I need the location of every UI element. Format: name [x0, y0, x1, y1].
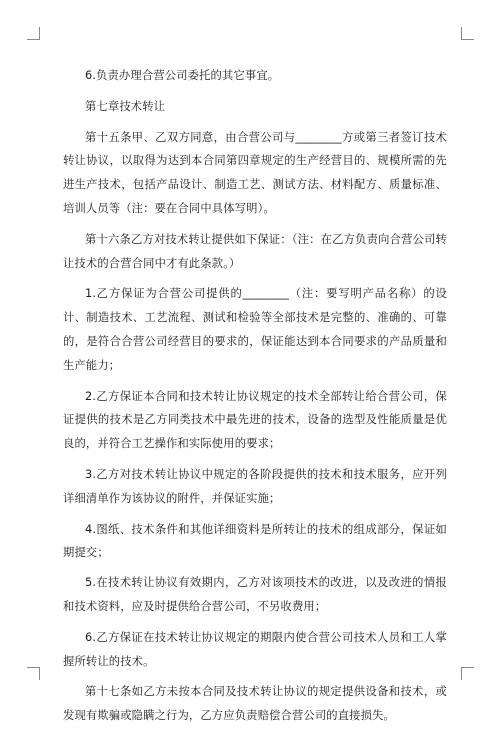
crop-mark-top-left — [27, 27, 40, 40]
article-15: 第十五条甲、乙双方同意，由合营公司与________方或第三者签订技术转让协议，以取得为达到本合同第四章规定的生产经营目的、规模所需的先进生产技术，包括产品设计、制造工艺、测试方法、材料配方、质量标准、培训人员等（注：要在合同中具体写明）。 — [63, 130, 447, 215]
crop-mark-bottom-left — [27, 667, 40, 680]
crop-mark-top-right — [461, 27, 474, 40]
guarantee-item-3: 3.乙方对技术转让协议中规定的各阶段提供的技术和技术服务，应开列详细清单作为该协议的附件，并保证实施； — [63, 467, 447, 505]
guarantee-item-6: 6.乙方保证在技术转让协议规定的期限内使合营公司技术人员和工人掌握所转让的技术。 — [63, 630, 447, 668]
paragraph-item-6: 6.负责办理合营公司委托的其它事宜。 — [85, 69, 280, 82]
guarantee-item-4: 4.图纸、技术条件和其他详细资料是所转让的技术的组成部分，保证如期提交； — [63, 522, 447, 560]
guarantee-item-2: 2.乙方保证本合同和技术转让协议规定的技术全部转让给合营公司，保证提供的技术是乙方同类技术中最先进的技术，设备的选型及性能质量是优良的，并符合工艺操作和实际使用的要求； — [63, 389, 447, 451]
document-body — [63, 64, 447, 735]
chapter-heading: 第七章技术转让 — [85, 99, 166, 113]
article-16: 第十六条乙方对技术转让提供如下保证：（注：在乙方负责向合营公司转让技术的合营合同中才有此条款。） — [63, 232, 447, 270]
crop-mark-bottom-right — [461, 667, 474, 680]
article-17: 第十七条如乙方未按本合同及技术转让协议的规定提供设备和技术，或发现有欺骗或隐瞒之行为，乙方应负责赔偿合营公司的直接损失。 — [63, 685, 447, 723]
guarantee-item-5: 5.在技术转让协议有效期内，乙方对该项技术的改进，以及改进的情报和技术资料，应及时提供给合营公司，不另收费用； — [63, 576, 447, 613]
guarantee-item-1: 1.乙方保证为合营公司提供的________（注：要写明产品名称）的设计、制造技术、工艺流程、测试和检验等全部技术是完整的、准确的、可靠的，是符合合营公司经营目的要求的，保证能达到本合同要求的产品质量和生产能力； — [63, 287, 447, 372]
